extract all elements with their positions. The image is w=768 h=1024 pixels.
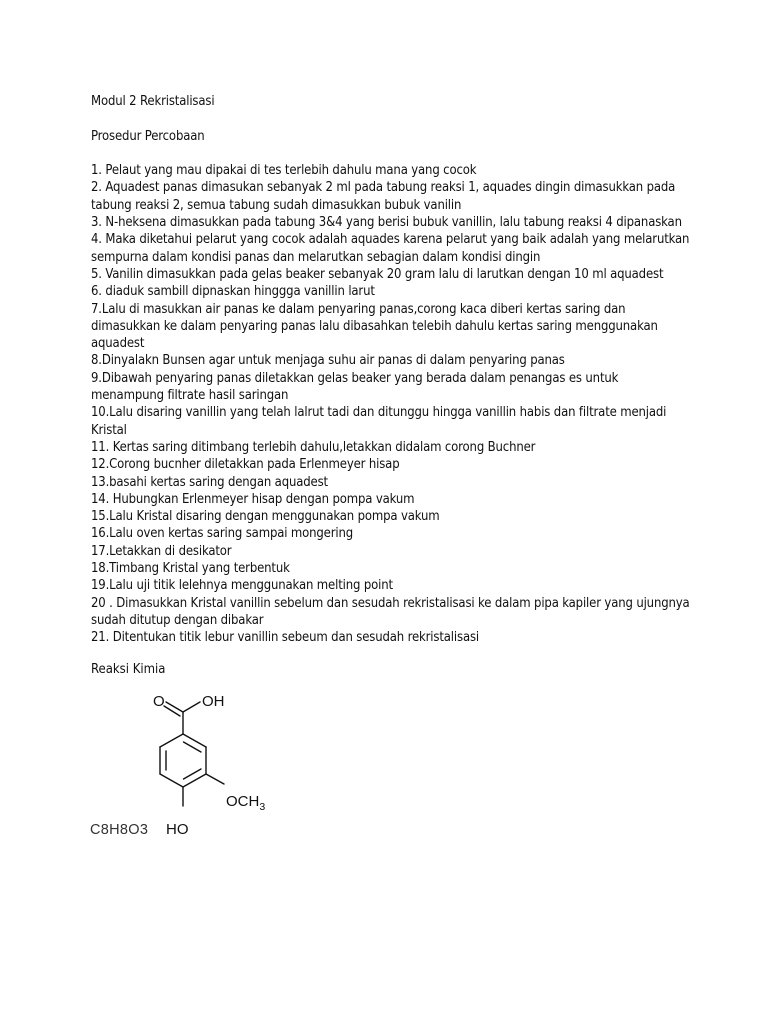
procedure-step: 16.Lalu oven kertas saring sampai mongering <box>91 526 354 542</box>
procedure-step: 3. N-heksena dimasukkan pada tabung 3&4 yang berisi bubuk vanillin, lalu tabung reaksi 4 dipanaskan <box>91 215 682 231</box>
procedure-step: 21. Ditentukan titik lebur vanillin sebeum dan sesudah rekristalisasi <box>91 630 480 646</box>
atom-label-methoxy <box>226 793 265 813</box>
procedure-step: 14. Hubungkan Erlenmeyer hisap dengan pompa vakum <box>91 491 415 507</box>
document-title: Modul 2 Rekristalisasi <box>91 94 215 109</box>
atom-label-hydroxyl-oh: OH <box>202 693 225 710</box>
procedure-step: 9.Dibawah penyaring panas diletakkan gelas beaker yang berada dalam penangas es untuk menampung filtrate hasil saringan <box>91 370 619 404</box>
procedure-step: 7.Lalu di masukkan air panas ke dalam penyaring panas,corong kaca diberi kertas saring dan dimasukkan ke dalam penyaring panas lalu dibasahkan telebih dahulu kertas saring menggunakan aquadest <box>91 301 658 352</box>
procedure-step: 12.Corong bucnher diletakkan pada Erlenmeyer hisap <box>91 457 400 473</box>
hydroxyl-bond <box>183 702 200 712</box>
carbonyl-bond <box>164 706 180 716</box>
procedure-step: 11. Kertas saring ditimbang terlebih dahulu,letakkan didalam corong Buchner <box>91 439 536 455</box>
procedure-step: 20 . Dimasukkan Kristal vanillin sebelum dan sesudah rekristalisasi ke dalam pipa kapiler yang ujungnya sudah ditutup dengan dibakar <box>91 595 690 628</box>
spacer <box>91 110 691 127</box>
procedure-step: 17.Letakkan di desikator <box>91 543 232 559</box>
atom-label-carbonyl-o: O <box>153 693 165 710</box>
procedure-step: 19.Lalu uji titik lelehnya menggunakan melting point <box>91 578 393 594</box>
methoxy-subscript: 3 <box>259 801 266 813</box>
procedure-step: 8.Dinyalakn Bunsen agar untuk menjaga suhu air panas di dalam penyaring panas <box>91 353 565 369</box>
methoxy-bond <box>206 774 224 784</box>
procedure-step: 4. Maka diketahui pelarut yang cocok adalah aquades karena pelarut yang baik adalah yang melarutkan sempurna dalam kondisi panas dan melarutkan sebagian dalam kondisi dingin <box>91 232 690 265</box>
ring-double-bond <box>184 742 202 752</box>
procedure-step: 1. Pelaut yang mau dipakai di tes terlebih dahulu mana yang cocok <box>91 163 477 179</box>
ring-bond <box>160 734 183 747</box>
procedure-step: 15.Lalu Kristal disaring dengan menggunakan pompa vakum <box>91 509 440 525</box>
carbonyl-bond <box>166 702 183 712</box>
methoxy-och: OCH <box>226 793 260 810</box>
ring-double-bond <box>184 769 202 779</box>
procedure-step: 6. diaduk sambill dipnaskan hinggga vanillin larut <box>91 284 375 300</box>
procedure-steps-list <box>91 162 691 646</box>
document-body <box>91 93 691 647</box>
ring-bond <box>183 774 206 787</box>
procedure-step: 2. Aquadest panas dimasukan sebanyak 2 ml pada tabung reaksi 1, aquades dingin dimasukkan pada tabung reaksi 2, semua tabung sudah dimasukkan bubuk vanilin <box>91 180 676 213</box>
chemical-structure-diagram <box>145 688 305 838</box>
molecular-formula: C8H8O3 <box>90 822 149 838</box>
section-heading-reaction: Reaksi Kimia <box>91 662 166 677</box>
spacer <box>91 145 691 162</box>
procedure-step: 10.Lalu disaring vanillin yang telah lalrut tadi dan ditunggu hingga vanillin habis dan filtrate menjadi Kristal <box>91 405 667 438</box>
atom-label-phenol-ho: HO <box>166 821 189 838</box>
procedure-step: 13.basahi kertas saring dengan aquadest <box>91 474 328 490</box>
ring-bond <box>183 734 206 747</box>
procedure-step: 5. Vanilin dimasukkan pada gelas beaker sebanyak 20 gram lalu di larutkan dengan 10 ml aquadest <box>91 266 664 282</box>
ring-bond <box>160 774 183 787</box>
procedure-step: 18.Timbang Kristal yang terbentuk <box>91 561 290 577</box>
section-heading-procedure: Prosedur Percobaan <box>91 128 205 144</box>
